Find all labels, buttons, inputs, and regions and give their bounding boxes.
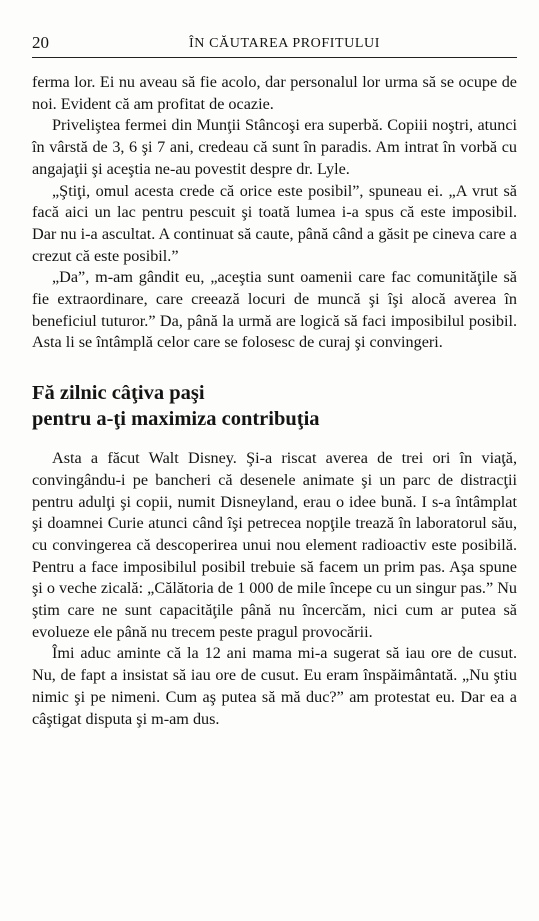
- paragraph: Îmi aduc aminte că la 12 ani mama mi-a sugerat să iau ore de cusut. Nu, de fapt a insistat să iau ore de cusut. Eu eram înspăimântată. „Nu ştiu nimic şi pe nimeni. Cum aş putea să mă duc?” am protestat eu. Dar ea a câştigat disputa şi m-am dus.: [32, 644, 517, 728]
- running-title: ÎN CĂUTAREA PROFITULUI: [189, 36, 380, 51]
- section-heading: [32, 380, 517, 432]
- section-heading-line: Fă zilnic câţiva paşi: [32, 382, 205, 405]
- section-heading-line: pentru a-ţi maximiza contribuţia: [32, 408, 320, 431]
- paragraph: Asta a făcut Walt Disney. Şi-a riscat averea de trei ori în viaţă, convingându-i pe bancheri că desenele animate şi un parc de distracţii pentru adulţi şi copii, numit Disneyland, erau o idee bună. I s-a întâmplat şi doamnei Curie atunci când îşi petrecea nopţile trează în laboratorul său, cu convingerea că descoperirea unui nou element radioactiv este posibilă. Pentru a face imposibilul posibil trebuie să facem un prim pas. Aşa spune şi o veche zicală: „Călătoria de 1 000 de mile începe cu un singur pas.” Nu ştim care ne sunt capacităţile până nu încercăm, nici cum ar putea să evolueze ele până nu trecem peste pragul provocării.: [32, 449, 517, 641]
- paragraph: ferma lor. Ei nu aveau să fie acolo, dar personalul lor urma să se ocupe de noi. Evident că am profitat de ocazie.: [32, 73, 517, 113]
- page-number: 20: [32, 33, 49, 52]
- paragraph: Priveliştea fermei din Munţii Stâncoşi era superbă. Copiii noştri, atunci în vârstă de 3, 6 şi 7 ani, credeau că sunt în paradis. Am intrat în vorbă cu angajaţii şi aceştia ne-au povestit despre dr. Lyle.: [32, 116, 517, 178]
- page-body: [32, 72, 517, 730]
- page-header: [32, 33, 517, 58]
- paragraph: „Ştiţi, omul acesta crede că orice este posibil”, spuneau ei. „A vrut să facă aici un lac pentru pescuit şi toată lumea i-a spus că este imposibil. Dar nu i-a ascultat. A continuat să caute, până când a găsit pe cineva care a crezut că este posibil.”: [32, 181, 517, 265]
- paragraph: „Da”, m-am gândit eu, „aceştia sunt oamenii care fac comunităţile să fie extraordinare, care creează locuri de muncă şi îşi alocă averea în beneficiul tuturor.” Da, până la urmă are logică să faci imposibilul posibil. Asta li se întâmplă celor care se folosesc de curaj şi convingeri.: [32, 268, 517, 352]
